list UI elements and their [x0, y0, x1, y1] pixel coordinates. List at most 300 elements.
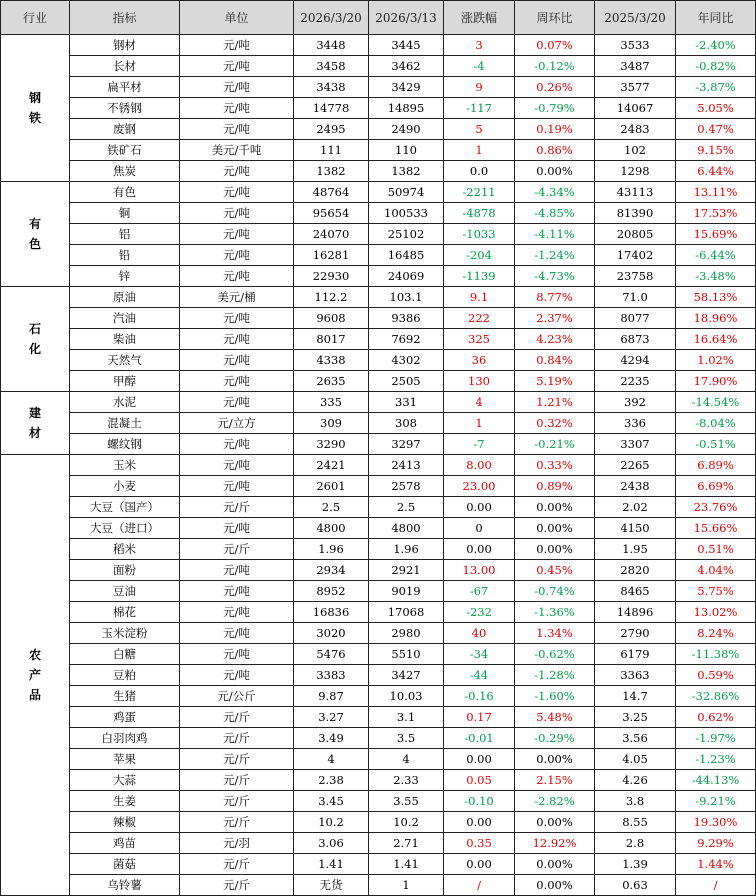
week-over-week-cell: -1.36% — [515, 602, 595, 623]
indicator-cell: 白糖 — [70, 644, 180, 665]
previous-value-cell: 4800 — [369, 518, 444, 539]
unit-cell: 元/公斤 — [180, 686, 294, 707]
current-value-cell: 2934 — [294, 560, 369, 581]
current-value-cell: 1.96 — [294, 539, 369, 560]
indicator-cell: 原油 — [70, 287, 180, 308]
week-over-week-cell: 5.48% — [515, 707, 595, 728]
header-last-year-date: 2025/3/20 — [595, 1, 676, 35]
change-cell: 5 — [444, 119, 515, 140]
unit-cell: 元/吨 — [180, 350, 294, 371]
week-over-week-cell: -4.34% — [515, 182, 595, 203]
year-over-year-cell: 0.47% — [676, 119, 756, 140]
change-cell: -67 — [444, 581, 515, 602]
year-over-year-cell: -1.97% — [676, 728, 756, 749]
year-over-year-cell: 15.66% — [676, 518, 756, 539]
unit-cell: 元/吨 — [180, 623, 294, 644]
previous-value-cell: 2578 — [369, 476, 444, 497]
week-over-week-cell: 0.00% — [515, 749, 595, 770]
unit-cell: 美元/千吨 — [180, 140, 294, 161]
industry-cell — [1, 287, 70, 392]
change-cell: 13.00 — [444, 560, 515, 581]
unit-cell: 元/斤 — [180, 854, 294, 875]
last-year-value-cell: 4150 — [595, 518, 676, 539]
current-value-cell: 2495 — [294, 119, 369, 140]
week-over-week-cell: 0.00% — [515, 161, 595, 182]
last-year-value-cell: 81390 — [595, 203, 676, 224]
week-over-week-cell: -0.21% — [515, 434, 595, 455]
indicator-cell: 玉米 — [70, 455, 180, 476]
previous-value-cell: 2490 — [369, 119, 444, 140]
year-over-year-cell: -3.87% — [676, 77, 756, 98]
current-value-cell: 3.06 — [294, 833, 369, 854]
unit-cell: 元/吨 — [180, 644, 294, 665]
year-over-year-cell: 6.89% — [676, 455, 756, 476]
unit-cell: 元/吨 — [180, 35, 294, 56]
indicator-cell: 面粉 — [70, 560, 180, 581]
indicator-cell: 小麦 — [70, 476, 180, 497]
change-cell: -1033 — [444, 224, 515, 245]
indicator-cell: 辣椒 — [70, 812, 180, 833]
unit-cell: 美元/桶 — [180, 287, 294, 308]
last-year-value-cell: 4294 — [595, 350, 676, 371]
last-year-value-cell: 8465 — [595, 581, 676, 602]
last-year-value-cell: 20805 — [595, 224, 676, 245]
last-year-value-cell: 3487 — [595, 56, 676, 77]
year-over-year-cell: 19.30% — [676, 812, 756, 833]
indicator-cell: 乌铃薯 — [70, 875, 180, 896]
table-row — [1, 287, 756, 308]
indicator-cell: 水泥 — [70, 392, 180, 413]
industry-cell — [1, 35, 70, 182]
table-row — [1, 434, 756, 455]
last-year-value-cell: 336 — [595, 413, 676, 434]
unit-cell: 元/吨 — [180, 98, 294, 119]
week-over-week-cell: 0.00% — [515, 812, 595, 833]
change-cell: -44 — [444, 665, 515, 686]
change-cell: -0.10 — [444, 791, 515, 812]
year-over-year-cell: 4.04% — [676, 560, 756, 581]
industry-label: 建材 — [29, 406, 44, 440]
table-row — [1, 350, 756, 371]
week-over-week-cell: -4.11% — [515, 224, 595, 245]
unit-cell: 元/吨 — [180, 224, 294, 245]
current-value-cell: 22930 — [294, 266, 369, 287]
table-row — [1, 623, 756, 644]
indicator-cell: 汽油 — [70, 308, 180, 329]
change-cell: 130 — [444, 371, 515, 392]
previous-value-cell: 2980 — [369, 623, 444, 644]
table-row — [1, 686, 756, 707]
change-cell: 0 — [444, 518, 515, 539]
change-cell: 1 — [444, 140, 515, 161]
week-over-week-cell: 8.77% — [515, 287, 595, 308]
table-row — [1, 728, 756, 749]
change-cell: -7 — [444, 434, 515, 455]
last-year-value-cell: 1.95 — [595, 539, 676, 560]
last-year-value-cell: 1.39 — [595, 854, 676, 875]
week-over-week-cell: -1.28% — [515, 665, 595, 686]
indicator-cell: 铜 — [70, 203, 180, 224]
week-over-week-cell: 0.00% — [515, 875, 595, 896]
header-current-date: 2026/3/20 — [294, 1, 369, 35]
year-over-year-cell: -0.82% — [676, 56, 756, 77]
table-row — [1, 203, 756, 224]
last-year-value-cell: 14896 — [595, 602, 676, 623]
year-over-year-cell: 23.76% — [676, 497, 756, 518]
unit-cell: 元/吨 — [180, 119, 294, 140]
unit-cell: 元/吨 — [180, 266, 294, 287]
week-over-week-cell: 0.00% — [515, 854, 595, 875]
previous-value-cell: 2.5 — [369, 497, 444, 518]
previous-value-cell: 103.1 — [369, 287, 444, 308]
unit-cell: 元/吨 — [180, 56, 294, 77]
header-indicator: 指标 — [70, 1, 180, 35]
table-row — [1, 392, 756, 413]
indicator-cell: 天然气 — [70, 350, 180, 371]
week-over-week-cell: 12.92% — [515, 833, 595, 854]
table-row — [1, 455, 756, 476]
previous-value-cell: 25102 — [369, 224, 444, 245]
last-year-value-cell: 2.8 — [595, 833, 676, 854]
week-over-week-cell: 5.19% — [515, 371, 595, 392]
indicator-cell: 锌 — [70, 266, 180, 287]
unit-cell: 元/吨 — [180, 476, 294, 497]
last-year-value-cell: 3577 — [595, 77, 676, 98]
previous-value-cell: 9019 — [369, 581, 444, 602]
week-over-week-cell: -1.60% — [515, 686, 595, 707]
unit-cell: 元/立方 — [180, 413, 294, 434]
year-over-year-cell: -2.40% — [676, 35, 756, 56]
week-over-week-cell: 0.00% — [515, 539, 595, 560]
last-year-value-cell: 23758 — [595, 266, 676, 287]
previous-value-cell: 1.96 — [369, 539, 444, 560]
last-year-value-cell: 6873 — [595, 329, 676, 350]
unit-cell: 元/斤 — [180, 497, 294, 518]
table-row — [1, 245, 756, 266]
indicator-cell: 大蒜 — [70, 770, 180, 791]
table-row — [1, 140, 756, 161]
year-over-year-cell: -44.13% — [676, 770, 756, 791]
table-row — [1, 308, 756, 329]
table-row — [1, 266, 756, 287]
year-over-year-cell: / — [676, 875, 756, 896]
header-row — [1, 1, 756, 35]
previous-value-cell: 17068 — [369, 602, 444, 623]
indicator-cell: 废钢 — [70, 119, 180, 140]
week-over-week-cell: 0.19% — [515, 119, 595, 140]
last-year-value-cell: 2483 — [595, 119, 676, 140]
previous-value-cell: 3429 — [369, 77, 444, 98]
current-value-cell: 1.41 — [294, 854, 369, 875]
change-cell: -4 — [444, 56, 515, 77]
previous-value-cell: 9386 — [369, 308, 444, 329]
unit-cell: 元/斤 — [180, 749, 294, 770]
current-value-cell: 2601 — [294, 476, 369, 497]
year-over-year-cell: 13.02% — [676, 602, 756, 623]
table-row — [1, 602, 756, 623]
year-over-year-cell: 17.53% — [676, 203, 756, 224]
change-cell: 0.00 — [444, 812, 515, 833]
year-over-year-cell: 17.90% — [676, 371, 756, 392]
table-row — [1, 518, 756, 539]
table-row — [1, 812, 756, 833]
table-row — [1, 854, 756, 875]
current-value-cell: 3.45 — [294, 791, 369, 812]
week-over-week-cell: 0.45% — [515, 560, 595, 581]
week-over-week-cell: -4.73% — [515, 266, 595, 287]
table-row — [1, 182, 756, 203]
unit-cell: 元/吨 — [180, 665, 294, 686]
indicator-cell: 棉花 — [70, 602, 180, 623]
indicator-cell: 甲醇 — [70, 371, 180, 392]
unit-cell: 元/吨 — [180, 581, 294, 602]
week-over-week-cell: -0.29% — [515, 728, 595, 749]
change-cell: / — [444, 875, 515, 896]
last-year-value-cell: 3.56 — [595, 728, 676, 749]
indicator-cell: 稻米 — [70, 539, 180, 560]
current-value-cell: 16281 — [294, 245, 369, 266]
header-unit: 单位 — [180, 1, 294, 35]
indicator-cell: 铝 — [70, 224, 180, 245]
week-over-week-cell: 1.21% — [515, 392, 595, 413]
year-over-year-cell: 0.51% — [676, 539, 756, 560]
last-year-value-cell: 3363 — [595, 665, 676, 686]
last-year-value-cell: 2820 — [595, 560, 676, 581]
previous-value-cell: 2.33 — [369, 770, 444, 791]
change-cell: 222 — [444, 308, 515, 329]
change-cell: -2211 — [444, 182, 515, 203]
current-value-cell: 335 — [294, 392, 369, 413]
last-year-value-cell: 102 — [595, 140, 676, 161]
indicator-cell: 白羽肉鸡 — [70, 728, 180, 749]
table-row — [1, 770, 756, 791]
table-row — [1, 119, 756, 140]
last-year-value-cell: 8077 — [595, 308, 676, 329]
indicator-cell: 豆粕 — [70, 665, 180, 686]
table-row — [1, 560, 756, 581]
current-value-cell: 4338 — [294, 350, 369, 371]
table-row — [1, 644, 756, 665]
last-year-value-cell: 17402 — [595, 245, 676, 266]
current-value-cell: 3438 — [294, 77, 369, 98]
table-row — [1, 329, 756, 350]
week-over-week-cell: -1.24% — [515, 245, 595, 266]
year-over-year-cell: 0.62% — [676, 707, 756, 728]
previous-value-cell: 3.1 — [369, 707, 444, 728]
current-value-cell: 3290 — [294, 434, 369, 455]
current-value-cell: 3.27 — [294, 707, 369, 728]
current-value-cell: 4800 — [294, 518, 369, 539]
table-body — [1, 35, 756, 896]
year-over-year-cell: 16.64% — [676, 329, 756, 350]
change-cell: 4 — [444, 392, 515, 413]
last-year-value-cell: 3.8 — [595, 791, 676, 812]
table-row — [1, 56, 756, 77]
week-over-week-cell: 0.00% — [515, 518, 595, 539]
unit-cell: 元/斤 — [180, 707, 294, 728]
previous-value-cell: 3297 — [369, 434, 444, 455]
indicator-cell: 柴油 — [70, 329, 180, 350]
previous-value-cell: 110 — [369, 140, 444, 161]
week-over-week-cell: -0.74% — [515, 581, 595, 602]
week-over-week-cell: 0.89% — [515, 476, 595, 497]
previous-value-cell: 4 — [369, 749, 444, 770]
current-value-cell: 9.87 — [294, 686, 369, 707]
last-year-value-cell: 2.02 — [595, 497, 676, 518]
industry-cell — [1, 392, 70, 455]
year-over-year-cell: 9.29% — [676, 833, 756, 854]
last-year-value-cell: 6179 — [595, 644, 676, 665]
current-value-cell: 2421 — [294, 455, 369, 476]
last-year-value-cell: 4.05 — [595, 749, 676, 770]
header-week-over-week: 周环比 — [515, 1, 595, 35]
previous-value-cell: 2.71 — [369, 833, 444, 854]
current-value-cell: 24070 — [294, 224, 369, 245]
unit-cell: 元/斤 — [180, 728, 294, 749]
current-value-cell: 2.5 — [294, 497, 369, 518]
industry-cell — [1, 182, 70, 287]
industry-label: 农产品 — [29, 648, 44, 702]
unit-cell: 元/吨 — [180, 434, 294, 455]
table-row — [1, 161, 756, 182]
change-cell: 36 — [444, 350, 515, 371]
change-cell: -1139 — [444, 266, 515, 287]
current-value-cell: 无货 — [294, 875, 369, 896]
previous-value-cell: 1.41 — [369, 854, 444, 875]
indicator-cell: 铁矿石 — [70, 140, 180, 161]
year-over-year-cell: 18.96% — [676, 308, 756, 329]
week-over-week-cell: -0.12% — [515, 56, 595, 77]
header-year-over-year: 年同比 — [676, 1, 756, 35]
week-over-week-cell: 2.37% — [515, 308, 595, 329]
indicator-cell: 生姜 — [70, 791, 180, 812]
previous-value-cell: 2921 — [369, 560, 444, 581]
last-year-value-cell: 4.26 — [595, 770, 676, 791]
previous-value-cell: 100533 — [369, 203, 444, 224]
table-row — [1, 749, 756, 770]
change-cell: 9.1 — [444, 287, 515, 308]
year-over-year-cell: 13.11% — [676, 182, 756, 203]
year-over-year-cell: 5.05% — [676, 98, 756, 119]
change-cell: -204 — [444, 245, 515, 266]
table-row — [1, 581, 756, 602]
table-row — [1, 413, 756, 434]
change-cell: 0.05 — [444, 770, 515, 791]
change-cell: 0.00 — [444, 539, 515, 560]
indicator-cell: 不锈钢 — [70, 98, 180, 119]
table-row — [1, 77, 756, 98]
header-change: 涨跌幅 — [444, 1, 515, 35]
previous-value-cell: 308 — [369, 413, 444, 434]
unit-cell: 元/吨 — [180, 77, 294, 98]
current-value-cell: 2.38 — [294, 770, 369, 791]
year-over-year-cell: -14.54% — [676, 392, 756, 413]
indicator-cell: 生猪 — [70, 686, 180, 707]
unit-cell: 元/斤 — [180, 812, 294, 833]
year-over-year-cell: -11.38% — [676, 644, 756, 665]
unit-cell: 元/吨 — [180, 560, 294, 581]
change-cell: -4878 — [444, 203, 515, 224]
previous-value-cell: 3427 — [369, 665, 444, 686]
current-value-cell: 3020 — [294, 623, 369, 644]
table-row — [1, 833, 756, 854]
week-over-week-cell: 1.34% — [515, 623, 595, 644]
table-row — [1, 371, 756, 392]
last-year-value-cell: 3533 — [595, 35, 676, 56]
week-over-week-cell: -0.62% — [515, 644, 595, 665]
last-year-value-cell: 392 — [595, 392, 676, 413]
unit-cell: 元/吨 — [180, 203, 294, 224]
year-over-year-cell: 6.69% — [676, 476, 756, 497]
unit-cell: 元/吨 — [180, 182, 294, 203]
year-over-year-cell: 15.69% — [676, 224, 756, 245]
previous-value-cell: 16485 — [369, 245, 444, 266]
previous-value-cell: 10.2 — [369, 812, 444, 833]
last-year-value-cell: 43113 — [595, 182, 676, 203]
change-cell: -232 — [444, 602, 515, 623]
previous-value-cell: 4302 — [369, 350, 444, 371]
previous-value-cell: 14895 — [369, 98, 444, 119]
previous-value-cell: 3.55 — [369, 791, 444, 812]
previous-value-cell: 24069 — [369, 266, 444, 287]
week-over-week-cell: 0.32% — [515, 413, 595, 434]
table-row — [1, 539, 756, 560]
year-over-year-cell: -0.51% — [676, 434, 756, 455]
unit-cell: 元/吨 — [180, 245, 294, 266]
indicator-cell: 鸡蛋 — [70, 707, 180, 728]
last-year-value-cell: 71.0 — [595, 287, 676, 308]
unit-cell: 元/吨 — [180, 392, 294, 413]
change-cell: 0.00 — [444, 749, 515, 770]
change-cell: -0.16 — [444, 686, 515, 707]
last-year-value-cell: 2235 — [595, 371, 676, 392]
last-year-value-cell: 8.55 — [595, 812, 676, 833]
week-over-week-cell: 0.00% — [515, 497, 595, 518]
year-over-year-cell: -9.21% — [676, 791, 756, 812]
last-year-value-cell: 14067 — [595, 98, 676, 119]
year-over-year-cell: 9.15% — [676, 140, 756, 161]
indicator-cell: 苹果 — [70, 749, 180, 770]
current-value-cell: 10.2 — [294, 812, 369, 833]
current-value-cell: 9608 — [294, 308, 369, 329]
change-cell: 23.00 — [444, 476, 515, 497]
last-year-value-cell: 2265 — [595, 455, 676, 476]
current-value-cell: 112.2 — [294, 287, 369, 308]
indicator-cell: 鸡苗 — [70, 833, 180, 854]
previous-value-cell: 10.03 — [369, 686, 444, 707]
current-value-cell: 95654 — [294, 203, 369, 224]
previous-value-cell: 2413 — [369, 455, 444, 476]
previous-value-cell: 1382 — [369, 161, 444, 182]
change-cell: -117 — [444, 98, 515, 119]
change-cell: 0.0 — [444, 161, 515, 182]
change-cell: -0.01 — [444, 728, 515, 749]
change-cell: 325 — [444, 329, 515, 350]
indicator-cell: 有色 — [70, 182, 180, 203]
current-value-cell: 8952 — [294, 581, 369, 602]
last-year-value-cell: 1298 — [595, 161, 676, 182]
indicator-cell: 铅 — [70, 245, 180, 266]
current-value-cell: 3.49 — [294, 728, 369, 749]
week-over-week-cell: -0.79% — [515, 98, 595, 119]
week-over-week-cell: 2.15% — [515, 770, 595, 791]
indicator-cell: 大豆（国产） — [70, 497, 180, 518]
change-cell: 8.00 — [444, 455, 515, 476]
week-over-week-cell: -2.82% — [515, 791, 595, 812]
table-row — [1, 476, 756, 497]
header-previous-week: 2026/3/13 — [369, 1, 444, 35]
unit-cell: 元/斤 — [180, 875, 294, 896]
